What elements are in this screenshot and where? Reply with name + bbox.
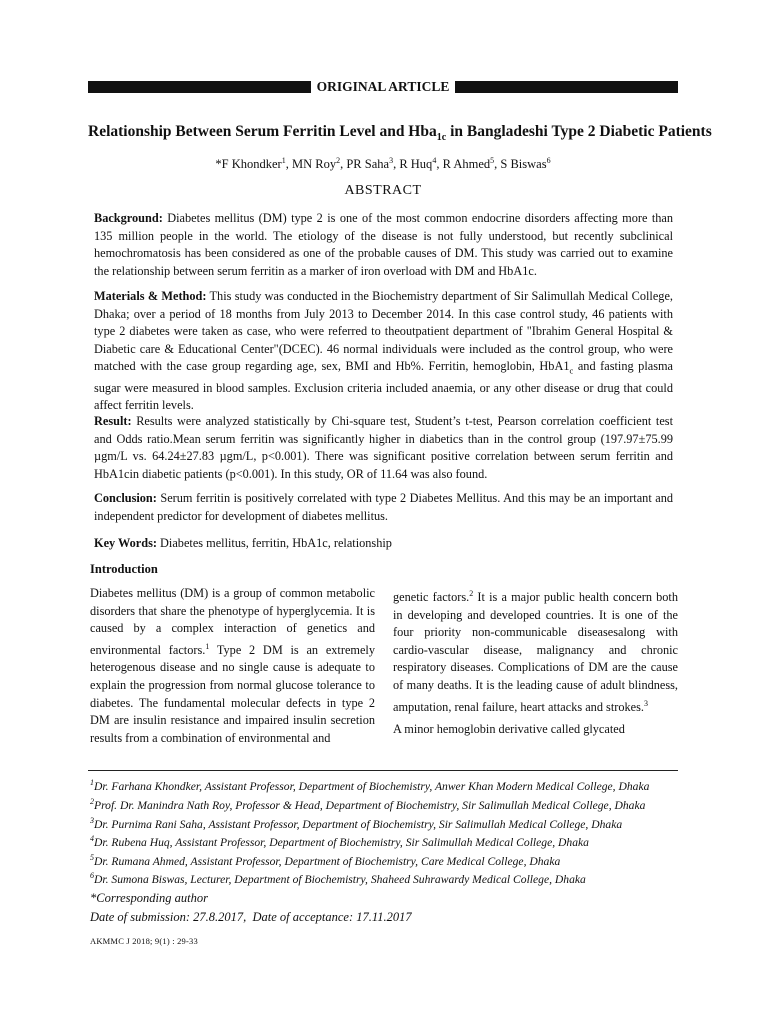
banner-bar-left	[88, 81, 311, 93]
footnote	[90, 775, 690, 795]
abstract-result	[94, 413, 673, 483]
intro-text: Type 2 DM is an extremely heterogenous disease and no single cause is adequate to explain the progression from normal glucose tolerance to diabetes. The fundamental molecular defects in type 2 DM are insulin resistance and impaired insulin secretion results from a combination of environmental and	[90, 642, 375, 745]
author-list	[88, 152, 678, 173]
footnote	[90, 850, 690, 870]
keywords-text: Diabetes mellitus, ferritin, HbA1c, relationship	[156, 536, 392, 550]
footnote	[90, 868, 690, 888]
section-label: ORIGINAL ARTICLE	[316, 79, 450, 94]
keywords-label: Key Words:	[94, 536, 157, 550]
intro-text: Diabetes mellitus (DM) is a group of common metabolic disorders that share the phenotype of hyperglycemia. It is caused by a complex interaction of genetics and environmental factors.	[90, 586, 375, 657]
article-title	[88, 122, 712, 148]
author-name: R Huq	[399, 157, 433, 172]
footnote-text: Dr. Rumana Ahmed, Assistant Professor, Department of Biochemistry, Care Medical College, Dhaka	[94, 854, 561, 868]
footnote-mark: 5	[90, 853, 94, 862]
journal-citation: AKMMC J 2018; 9(1) : 29-33	[90, 936, 198, 946]
author-name: S Biswas	[500, 157, 547, 172]
citation-mark: 3	[643, 698, 648, 708]
author-name: R Ahmed	[442, 157, 491, 172]
footnote-text: Dr. Rubena Huq, Assistant Professor, Department of Biochemistry, Sir Salimullah Medical College, Dhaka	[94, 835, 589, 849]
author-affiliation-mark: 6	[546, 156, 551, 165]
background-label: Background:	[94, 211, 163, 225]
title-subscript: 1c	[436, 132, 447, 144]
corresponding-author-note: *Corresponding author	[90, 891, 208, 905]
abstract-heading: ABSTRACT	[344, 183, 422, 198]
result-label: Result:	[94, 414, 132, 428]
author-separator: ,	[285, 157, 292, 172]
methods-text-2: and fasting plasma sugar were measured in blood samples. Exclusion criteria included anaemia, or any other disease or drug that could affect ferritin levels.	[94, 359, 673, 413]
footnote-mark: 4	[90, 834, 94, 843]
conclusion-label: Conclusion:	[94, 491, 157, 505]
title-part-1: Relationship Between Serum Ferritin Level and Hba	[88, 123, 437, 140]
methods-subscript: c	[569, 365, 574, 376]
footnote-mark: 2	[90, 797, 94, 806]
abstract-keywords	[94, 535, 673, 553]
author-affiliation-mark: 1	[281, 156, 286, 165]
author-separator: ,	[393, 157, 400, 172]
footnote	[90, 813, 690, 833]
introduction-right-column	[393, 585, 678, 739]
intro-text: A minor hemoglobin derivative called glycated	[393, 722, 625, 737]
author-affiliation-mark: 4	[432, 156, 437, 165]
author-affiliation-mark: 3	[389, 156, 394, 165]
intro-text: It is a major public health concern both in developing and developed countries. It is one of the four priority non-communicable diseasesalong with cardio-vascular disease, malignancy and chronic respiratory diseases. Complications of DM are the cause of many deaths. It is the leading cause of adult blindness, amputation, renal failure, heart attacks and strokes.	[393, 590, 679, 714]
intro-paragraph	[90, 585, 375, 747]
author-affiliation-mark: 2	[336, 156, 341, 165]
abstract-background	[94, 210, 673, 280]
author-name: PR Saha	[346, 157, 390, 172]
footnote	[90, 794, 690, 814]
author-name: *F Khondker	[215, 157, 282, 172]
abstract-conclusion	[94, 490, 673, 525]
title-part-2: in Bangladeshi Type 2 Diabetic Patients	[446, 123, 712, 140]
methods-label: Materials & Method:	[94, 289, 207, 303]
introduction-left-column	[90, 585, 375, 747]
author-affiliation-mark: 5	[490, 156, 495, 165]
intro-paragraph	[393, 721, 678, 739]
background-text: Diabetes mellitus (DM) type 2 is one of the most common endocrine disorders affecting more than 135 million people in the world. The etiology of the disease is not fully understood, but recently subclinical hemochromatosis has been considered as one of the probable causes of DM. This study was carried out to examine the relationship between serum ferritin as a marker of iron overload with DM and HbA1c.	[94, 211, 673, 278]
footnote-mark: 6	[90, 871, 94, 880]
abstract-methods	[94, 288, 673, 415]
methods-text-1: This study was conducted in the Biochemistry department of Sir Salimullah Medical College, Dhaka; over a period of 18 months from July 2013 to December 2014. In this case control study, 46 patients with type 2 diabetes were taken as case, who were referred to theoutpatient department of "Ibrahim General Hospital & Diabetic care & Educational Center"(DCEC). 46 normal individuals were included as the control group, who were matched with the case group regarding age, sex, BMI and Hb%. Ferritin, hemoglobin, HbA1	[94, 289, 673, 373]
footnote-divider	[88, 770, 678, 771]
footnote-text: Dr. Farhana Khondker, Assistant Professor, Department of Biochemistry, Anwer Khan Modern Medical College, Dhaka	[94, 779, 650, 793]
footnote	[90, 831, 690, 851]
footnote-text: Dr. Purnima Rani Saha, Assistant Professor, Department of Biochemistry, Sir Salimullah Medical College, Dhaka	[94, 817, 623, 831]
footnote-mark: 1	[90, 778, 94, 787]
author-separator: ,	[340, 157, 347, 172]
author-separator: ,	[436, 157, 443, 172]
conclusion-text: Serum ferritin is positively correlated with type 2 Diabetes Mellitus. And this may be an important and independent predictor for development of diabetes mellitus.	[94, 491, 673, 523]
result-text: Results were analyzed statistically by Chi-square test, Student’s t-test, Pearson correlation coefficient test and Odds ratio.Mean serum ferritin was significantly higher in diabetics than in the control group (197.97±75.99 µgm/L vs. 64.24±27.83 µgm/L, p<0.001). There was significant positive correlation between serum ferritin and HbA1cin diabetic patients (p<0.001). In this study, OR of 11.64 was also found.	[94, 414, 673, 481]
author-separator: ,	[494, 157, 501, 172]
intro-text: genetic factors.	[393, 590, 470, 605]
footnote-mark: 3	[90, 816, 94, 825]
section-banner	[88, 79, 678, 95]
author-name: MN Roy	[291, 157, 337, 172]
introduction-heading: Introduction	[90, 562, 158, 576]
submission-dates: Date of submission: 27.8.2017, Date of acceptance: 17.11.2017	[90, 910, 412, 924]
footnote-text: Prof. Dr. Manindra Nath Roy, Professor & Head, Department of Biochemistry, Sir Salimullah Medical College, Dhaka	[94, 798, 646, 812]
banner-bar-right	[455, 81, 678, 93]
citation-mark: 1	[205, 641, 210, 651]
intro-paragraph	[393, 585, 678, 716]
footnote-text: Dr. Sumona Biswas, Lecturer, Department of Biochemistry, Shaheed Suhrawardy Medical College, Dhaka	[94, 872, 586, 886]
citation-mark: 2	[469, 589, 474, 598]
